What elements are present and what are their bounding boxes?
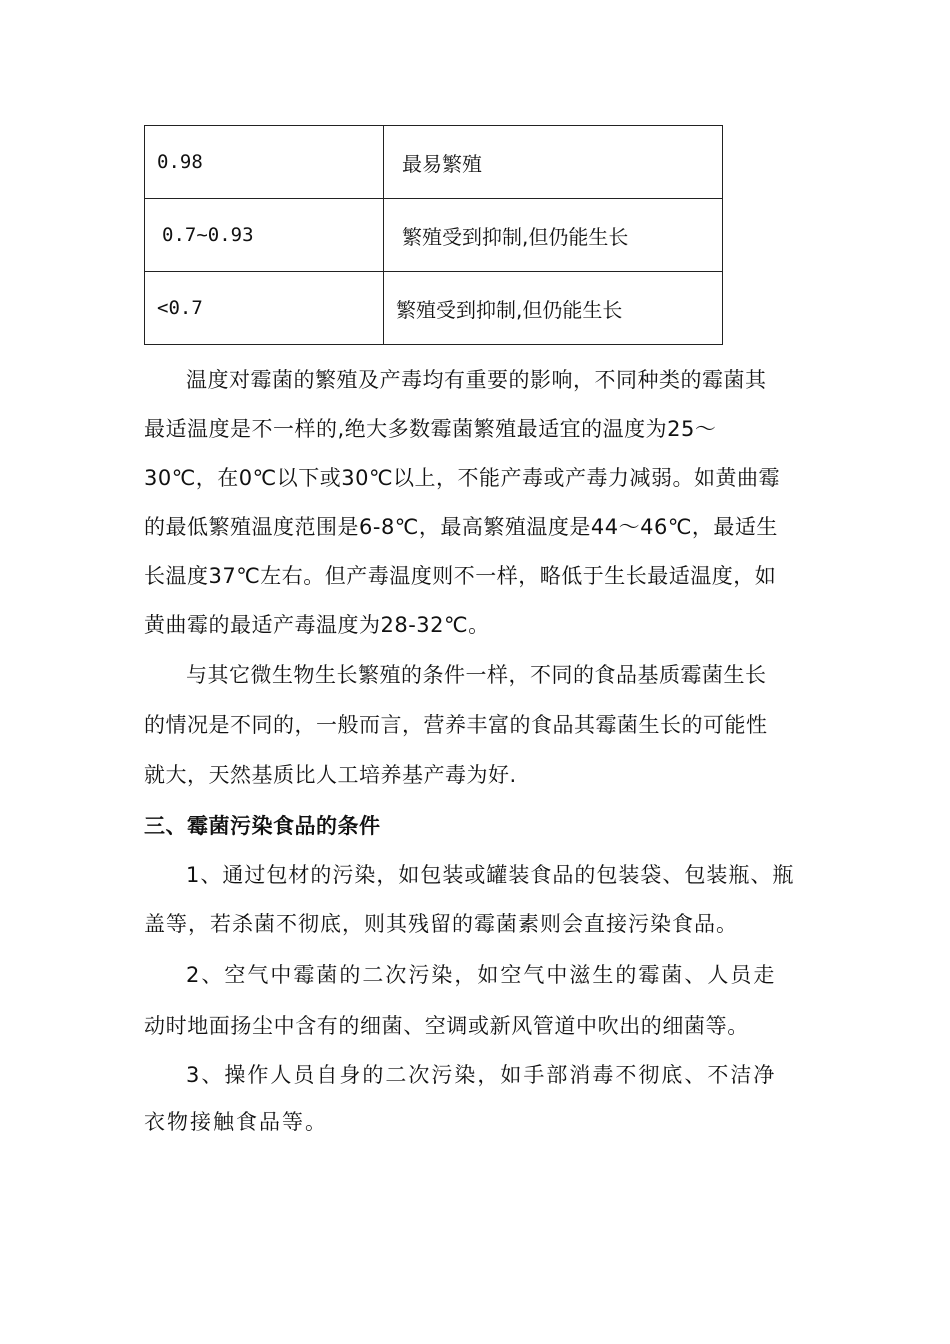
table-cell-effect: 繁殖受到抑制,但仍能生长 [384,199,723,272]
table-cell-effect: 繁殖受到抑制,但仍能生长 [384,272,723,345]
paragraph-line: 与其它微生物生长繁殖的条件一样，不同的食品基质霉菌生长 [186,663,767,687]
paragraph-line: 温度对霉菌的繁殖及产毒均有重要的影响，不同种类的霉菌其 [186,368,767,392]
table-cell-aw: <0.7 [145,272,384,345]
paragraph-line: 的最低繁殖温度范围是6-8℃，最高繁殖温度是44～46℃，最适生 [144,515,778,539]
paragraph-line: 黄曲霉的最适产毒温度为28-32℃。 [144,613,490,637]
list-item-line: 1、通过包材的污染，如包装或罐装食品的包装袋、包装瓶、瓶 [186,863,795,887]
paragraph-line: 长温度37℃左右。但产毒温度则不一样，略低于生长最适温度，如 [144,564,777,588]
list-item-line: 动时地面扬尘中含有的细菌、空调或新风管道中吹出的细菌等。 [144,1014,749,1038]
table-cell-aw: 0.98 [145,126,384,199]
water-activity-table [144,125,723,345]
list-item-line: 3、操作人员自身的二次污染，如手部消毒不彻底、不洁净 [186,1063,777,1087]
list-item-line: 盖等，若杀菌不彻底，则其残留的霉菌素则会直接污染食品。 [144,912,738,936]
table-row [145,272,723,345]
section-heading: 三、霉菌污染食品的条件 [144,814,381,838]
paragraph-line: 的情况是不同的，一般而言，营养丰富的食品其霉菌生长的可能性 [144,713,768,737]
table-row [145,126,723,199]
list-item-line: 2、空气中霉菌的二次污染，如空气中滋生的霉菌、人员走 [186,963,777,987]
table-cell-aw: 0.7~0.93 [145,199,384,272]
table-row [145,199,723,272]
paragraph-line: 就大，天然基质比人工培养基产毒为好. [144,763,517,787]
paragraph-line: 最适温度是不一样的,绝大多数霉菌繁殖最适宜的温度为25～ [144,417,717,441]
table-cell-effect: 最易繁殖 [384,126,723,199]
paragraph-line: 30℃，在0℃以下或30℃以上，不能产毒或产毒力减弱。如黄曲霉 [144,466,781,490]
list-item-line: 衣物接触食品等。 [144,1110,328,1134]
